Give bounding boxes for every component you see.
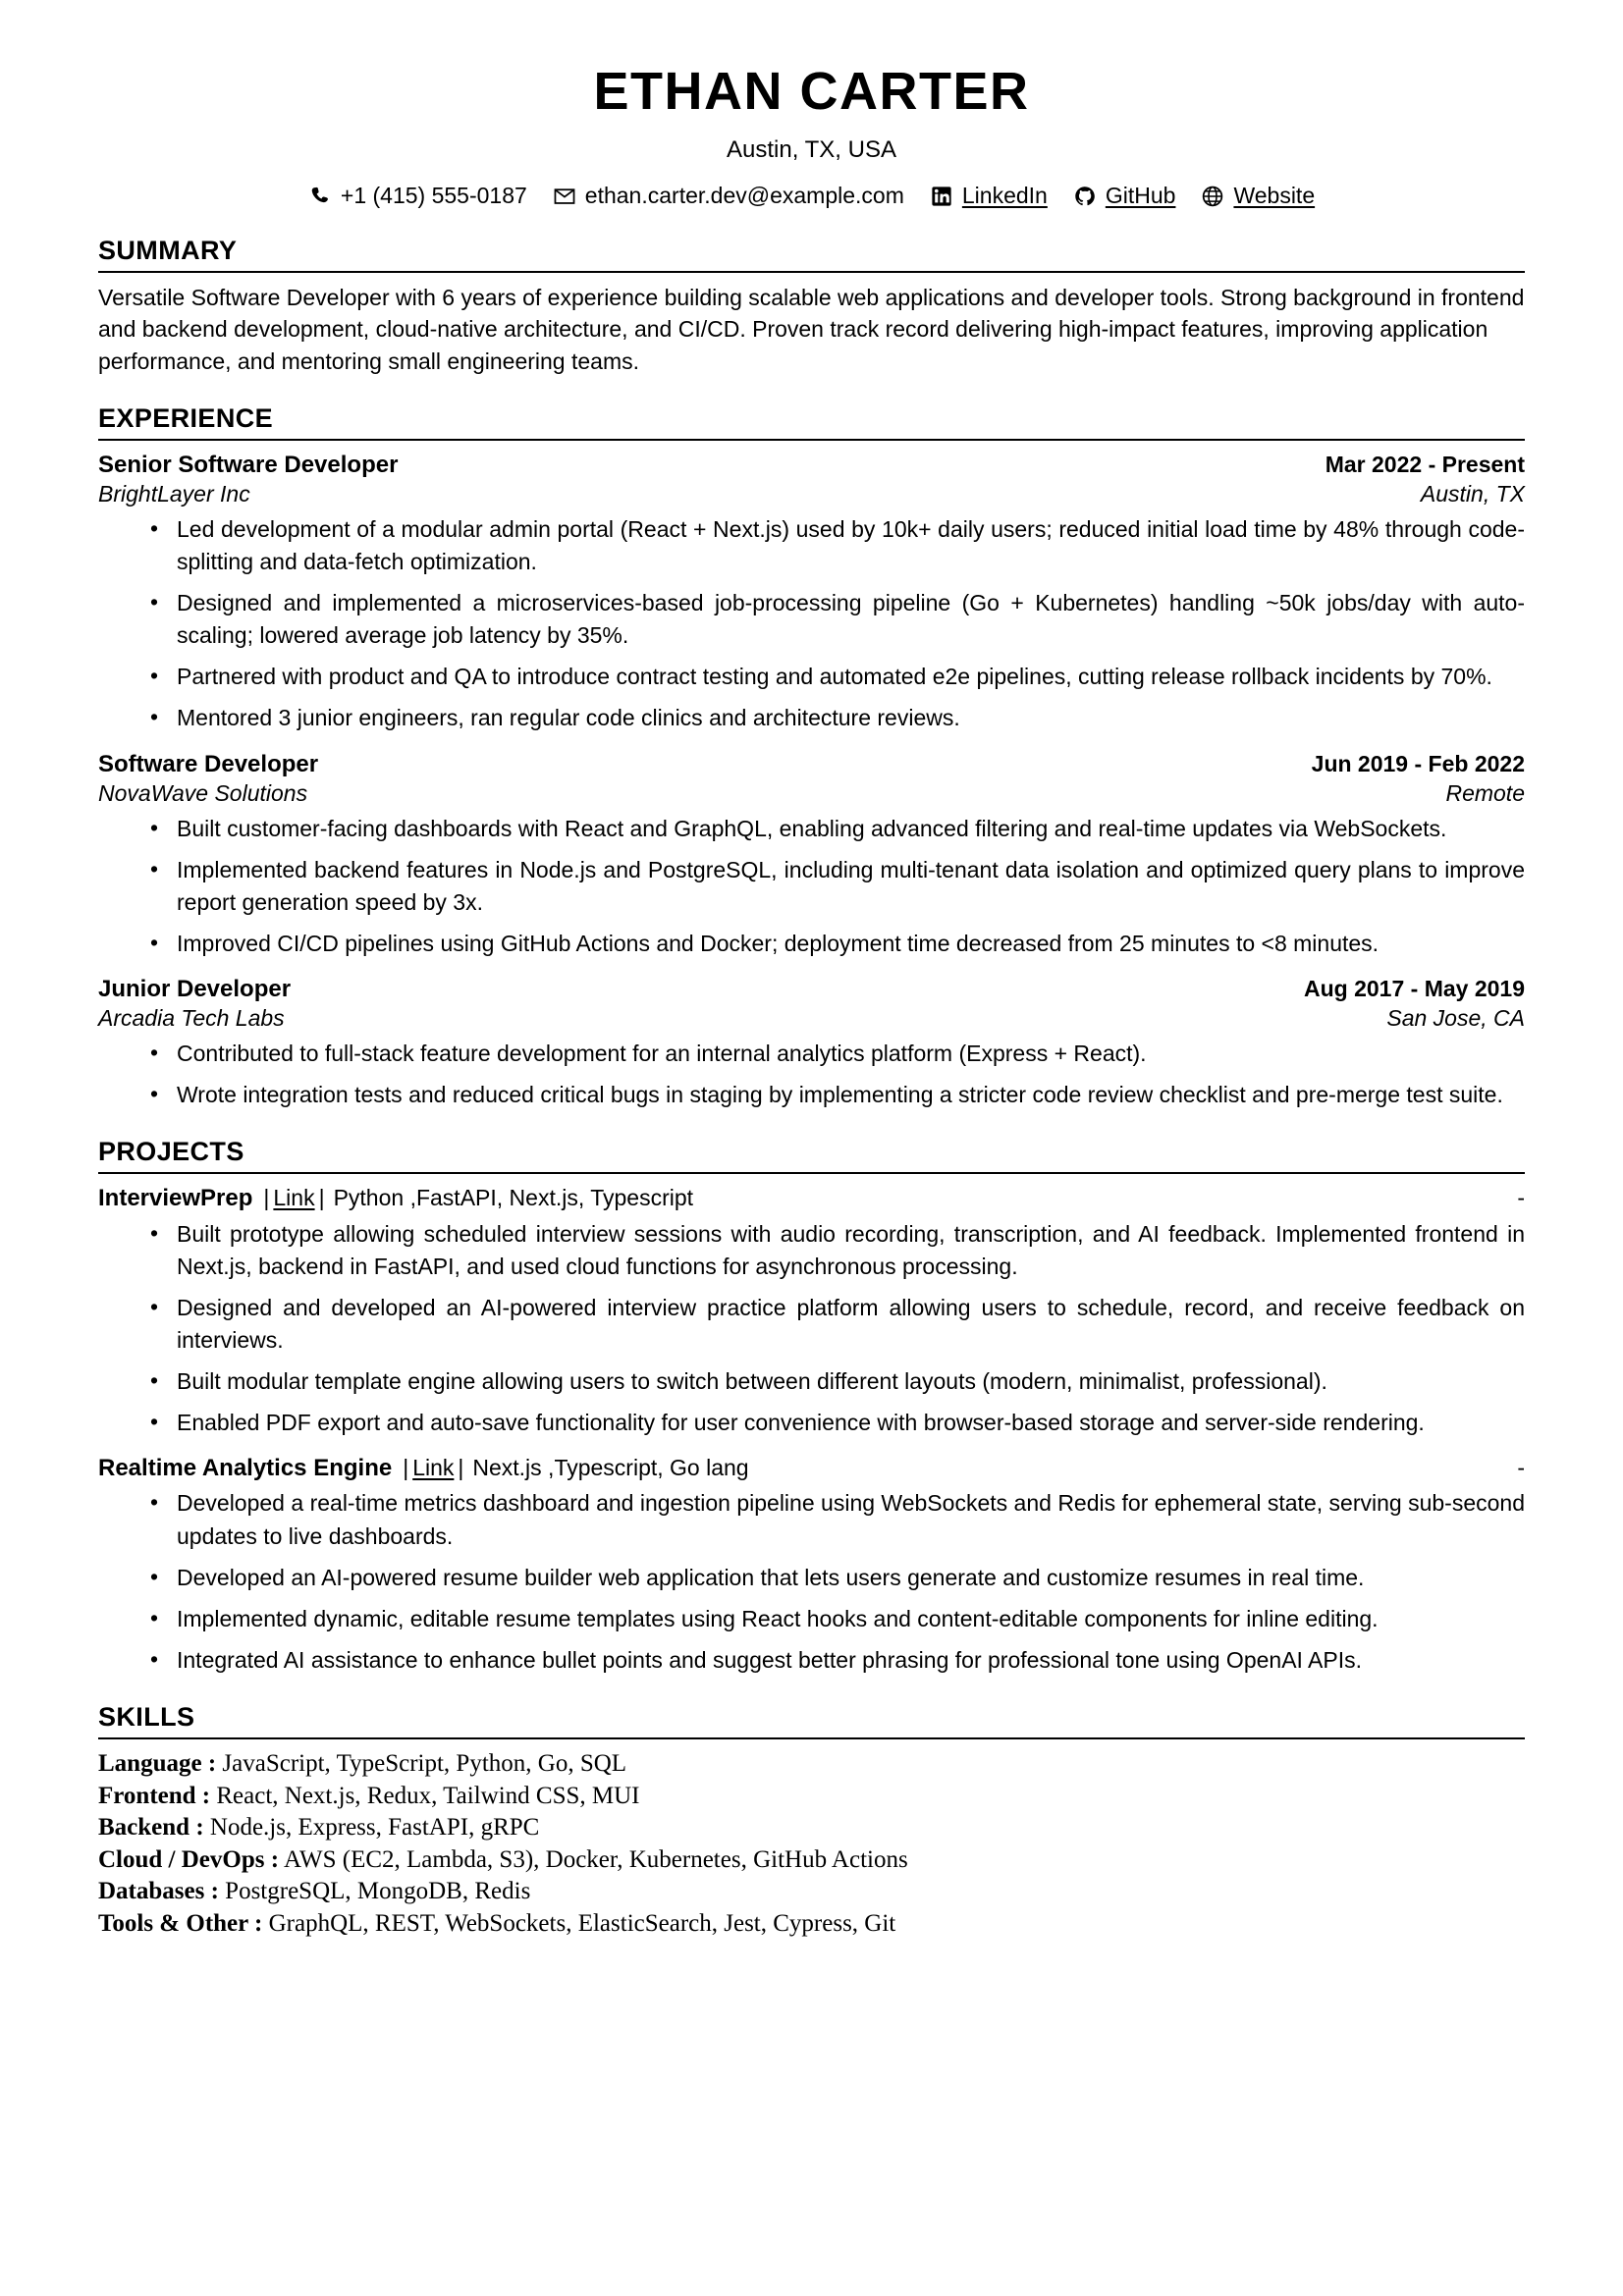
skill-values: AWS (EC2, Lambda, S3), Docker, Kubernetes, GitHub Actions bbox=[283, 1845, 908, 1873]
job-bullet: • Led development of a modular admin portal (React + Next.js) used by 10k+ daily users; reduced initial load time by 48% through code-splitting and data-fetch optimization. bbox=[98, 513, 1525, 578]
separator-pipe: | bbox=[318, 1185, 325, 1211]
project-link[interactable]: Link bbox=[412, 1455, 455, 1481]
project-bullet: • Developed a real-time metrics dashboard and ingestion pipeline using WebSockets and Redis for ephemeral state, serving sub-second updates to live dashboards. bbox=[98, 1487, 1525, 1552]
contact-item-globe[interactable] bbox=[1201, 183, 1315, 210]
job-bullet: • Designed and implemented a microservices-based job-processing pipeline (Go + Kubernetes) handling ~50k jobs/day with auto-scaling; lowered average job latency by 35%. bbox=[98, 587, 1525, 652]
section-divider bbox=[98, 439, 1525, 441]
skill-row bbox=[98, 1908, 1525, 1941]
skill-category-label: Backend : bbox=[98, 1814, 204, 1842]
skill-values: Node.js, Express, FastAPI, gRPC bbox=[209, 1814, 540, 1842]
project-bullet: • Enabled PDF export and auto-save functionality for user convenience with browser-based storage and server-side rendering. bbox=[98, 1407, 1525, 1439]
separator-pipe: | bbox=[263, 1185, 270, 1211]
project-stack: Next.js ,Typescript, Go lang bbox=[472, 1455, 749, 1481]
experience-title-row bbox=[98, 974, 1525, 1004]
job-bullet-list bbox=[98, 813, 1525, 960]
job-dates: Aug 2017 - May 2019 bbox=[1303, 976, 1525, 1002]
contact-row bbox=[98, 183, 1525, 210]
project-bullet: • Designed and developed an AI-powered interview practice platform allowing users to schedule, record, and receive feedback on interviews. bbox=[98, 1292, 1525, 1357]
project-dates: - bbox=[1517, 1185, 1525, 1211]
experience-entry bbox=[98, 974, 1525, 1111]
projects-section bbox=[98, 1137, 1525, 1677]
section-title-projects: PROJECTS bbox=[98, 1137, 244, 1167]
contact-item-phone bbox=[308, 183, 527, 210]
contact-item-envelope bbox=[553, 183, 904, 210]
experience-list bbox=[98, 450, 1525, 1112]
contact-label: +1 (415) 555-0187 bbox=[340, 183, 527, 209]
section-title-summary: SUMMARY bbox=[98, 235, 238, 265]
experience-entry bbox=[98, 450, 1525, 735]
project-bullet: • Implemented dynamic, editable resume templates using React hooks and content-editable components for inline editing. bbox=[98, 1603, 1525, 1635]
experience-section bbox=[98, 403, 1525, 1112]
job-company: Arcadia Tech Labs bbox=[98, 1005, 285, 1032]
project-bullet: • Integrated AI assistance to enhance bullet points and suggest better phrasing for professional tone using OpenAI APIs. bbox=[98, 1644, 1525, 1677]
candidate-name: ETHAN CARTER bbox=[593, 62, 1030, 121]
envelope-icon bbox=[553, 185, 576, 208]
job-bullet: • Mentored 3 junior engineers, ran regular code clinics and architecture reviews. bbox=[98, 702, 1525, 734]
phone-icon bbox=[308, 185, 332, 208]
job-role: Junior Developer bbox=[98, 976, 292, 1003]
job-bullet: • Contributed to full-stack feature development for an internal analytics platform (Express + React). bbox=[98, 1038, 1525, 1070]
separator-pipe: | bbox=[403, 1455, 409, 1481]
projects-list bbox=[98, 1183, 1525, 1677]
skill-row bbox=[98, 1781, 1525, 1813]
experience-title-row bbox=[98, 450, 1525, 480]
job-bullet-list bbox=[98, 1038, 1525, 1111]
skill-category-label: Databases : bbox=[98, 1878, 219, 1905]
skill-values: JavaScript, TypeScript, Python, Go, SQL bbox=[222, 1750, 627, 1778]
job-role: Software Developer bbox=[98, 750, 319, 777]
contact-label[interactable]: GitHub bbox=[1105, 183, 1176, 209]
skill-category-label: Cloud / DevOps : bbox=[98, 1845, 280, 1873]
github-icon bbox=[1073, 185, 1097, 208]
project-link[interactable]: Link bbox=[273, 1185, 315, 1211]
summary-text: Versatile Software Developer with 6 years of experience building scalable web applications and developer tools. Strong background in frontend and backend development, cloud-native architecture, and CI/CD. Proven track record delivering high-impact features, improving application performance, and mentoring small engineering teams. bbox=[98, 284, 1525, 375]
skill-values: PostgreSQL, MongoDB, Redis bbox=[225, 1878, 531, 1905]
contact-item-github[interactable] bbox=[1073, 183, 1176, 210]
project-title-row bbox=[98, 1453, 1525, 1483]
project-bullet: • Built prototype allowing scheduled interview sessions with audio recording, transcription, and AI feedback. Implemented frontend in Next.js, backend in FastAPI, and used cloud functions for asynchronous processing. bbox=[98, 1218, 1525, 1283]
job-role: Senior Software Developer bbox=[98, 451, 399, 478]
job-bullet: • Wrote integration tests and reduced critical bugs in staging by implementing a stricter code review checklist and pre-merge test suite. bbox=[98, 1079, 1525, 1111]
job-bullet: • Partnered with product and QA to introduce contract testing and automated e2e pipelines, cutting release rollback incidents by 70%. bbox=[98, 661, 1525, 693]
separator-pipe: | bbox=[458, 1455, 464, 1481]
project-name: InterviewPrep bbox=[98, 1185, 253, 1212]
experience-entry bbox=[98, 749, 1525, 961]
project-dates: - bbox=[1517, 1455, 1525, 1481]
globe-icon bbox=[1201, 185, 1224, 208]
job-dates: Mar 2022 - Present bbox=[1325, 451, 1525, 477]
section-title-experience: EXPERIENCE bbox=[98, 402, 274, 433]
job-dates: Jun 2019 - Feb 2022 bbox=[1311, 750, 1525, 776]
section-divider bbox=[98, 1737, 1525, 1739]
experience-title-row bbox=[98, 749, 1525, 779]
contact-label: ethan.carter.dev@example.com bbox=[584, 183, 904, 209]
skill-category-label: Tools & Other : bbox=[98, 1909, 263, 1937]
summary-section bbox=[98, 236, 1525, 378]
contact-label[interactable]: Website bbox=[1233, 183, 1316, 209]
job-location: San Jose, CA bbox=[1386, 1005, 1525, 1032]
project-entry bbox=[98, 1453, 1525, 1677]
project-title-row bbox=[98, 1183, 1525, 1213]
job-location: Austin, TX bbox=[1420, 481, 1525, 507]
job-location: Remote bbox=[1445, 779, 1525, 806]
section-title-skills: SKILLS bbox=[98, 1702, 195, 1733]
contact-item-linkedin[interactable] bbox=[930, 183, 1048, 210]
project-bullet-list bbox=[98, 1487, 1525, 1677]
job-bullet-list bbox=[98, 513, 1525, 735]
project-title-line bbox=[98, 1453, 749, 1483]
job-bullet: • Improved CI/CD pipelines using GitHub Actions and Docker; deployment time decreased from 25 minutes to <8 minutes. bbox=[98, 928, 1525, 960]
project-bullet: • Built modular template engine allowing users to switch between different layouts (modern, minimalist, professional). bbox=[98, 1365, 1525, 1398]
skill-values: GraphQL, REST, WebSockets, ElasticSearch, Jest, Cypress, Git bbox=[268, 1909, 896, 1937]
skill-row bbox=[98, 1844, 1525, 1877]
contact-label[interactable]: LinkedIn bbox=[961, 183, 1048, 209]
project-stack: Python ,FastAPI, Next.js, Typescript bbox=[333, 1185, 694, 1211]
candidate-location: Austin, TX, USA bbox=[727, 136, 896, 164]
experience-company-row bbox=[98, 779, 1525, 809]
skill-row bbox=[98, 1876, 1525, 1908]
project-title-line bbox=[98, 1183, 693, 1213]
skill-row bbox=[98, 1748, 1525, 1781]
skills-list bbox=[98, 1748, 1525, 1940]
linkedin-icon bbox=[930, 185, 953, 208]
project-name: Realtime Analytics Engine bbox=[98, 1455, 393, 1482]
skill-category-label: Frontend : bbox=[98, 1782, 211, 1809]
experience-company-row bbox=[98, 1004, 1525, 1034]
job-company: NovaWave Solutions bbox=[98, 779, 308, 806]
job-bullet: • Built customer-facing dashboards with React and GraphQL, enabling advanced filtering and real-time updates via WebSockets. bbox=[98, 813, 1525, 845]
skill-category-label: Language : bbox=[98, 1750, 217, 1778]
experience-company-row bbox=[98, 480, 1525, 509]
job-bullet: • Implemented backend features in Node.js and PostgreSQL, including multi-tenant data isolation and optimized query plans to improve report generation speed by 3x. bbox=[98, 854, 1525, 919]
job-company: BrightLayer Inc bbox=[98, 481, 250, 507]
section-divider bbox=[98, 271, 1525, 273]
skill-values: React, Next.js, Redux, Tailwind CSS, MUI bbox=[216, 1782, 640, 1809]
project-entry bbox=[98, 1183, 1525, 1439]
section-divider bbox=[98, 1172, 1525, 1174]
project-bullet-list bbox=[98, 1218, 1525, 1440]
resume-header bbox=[98, 63, 1525, 210]
skill-row bbox=[98, 1812, 1525, 1844]
project-bullet: • Developed an AI-powered resume builder web application that lets users generate and customize resumes in real time. bbox=[98, 1562, 1525, 1594]
skills-section bbox=[98, 1702, 1525, 1940]
